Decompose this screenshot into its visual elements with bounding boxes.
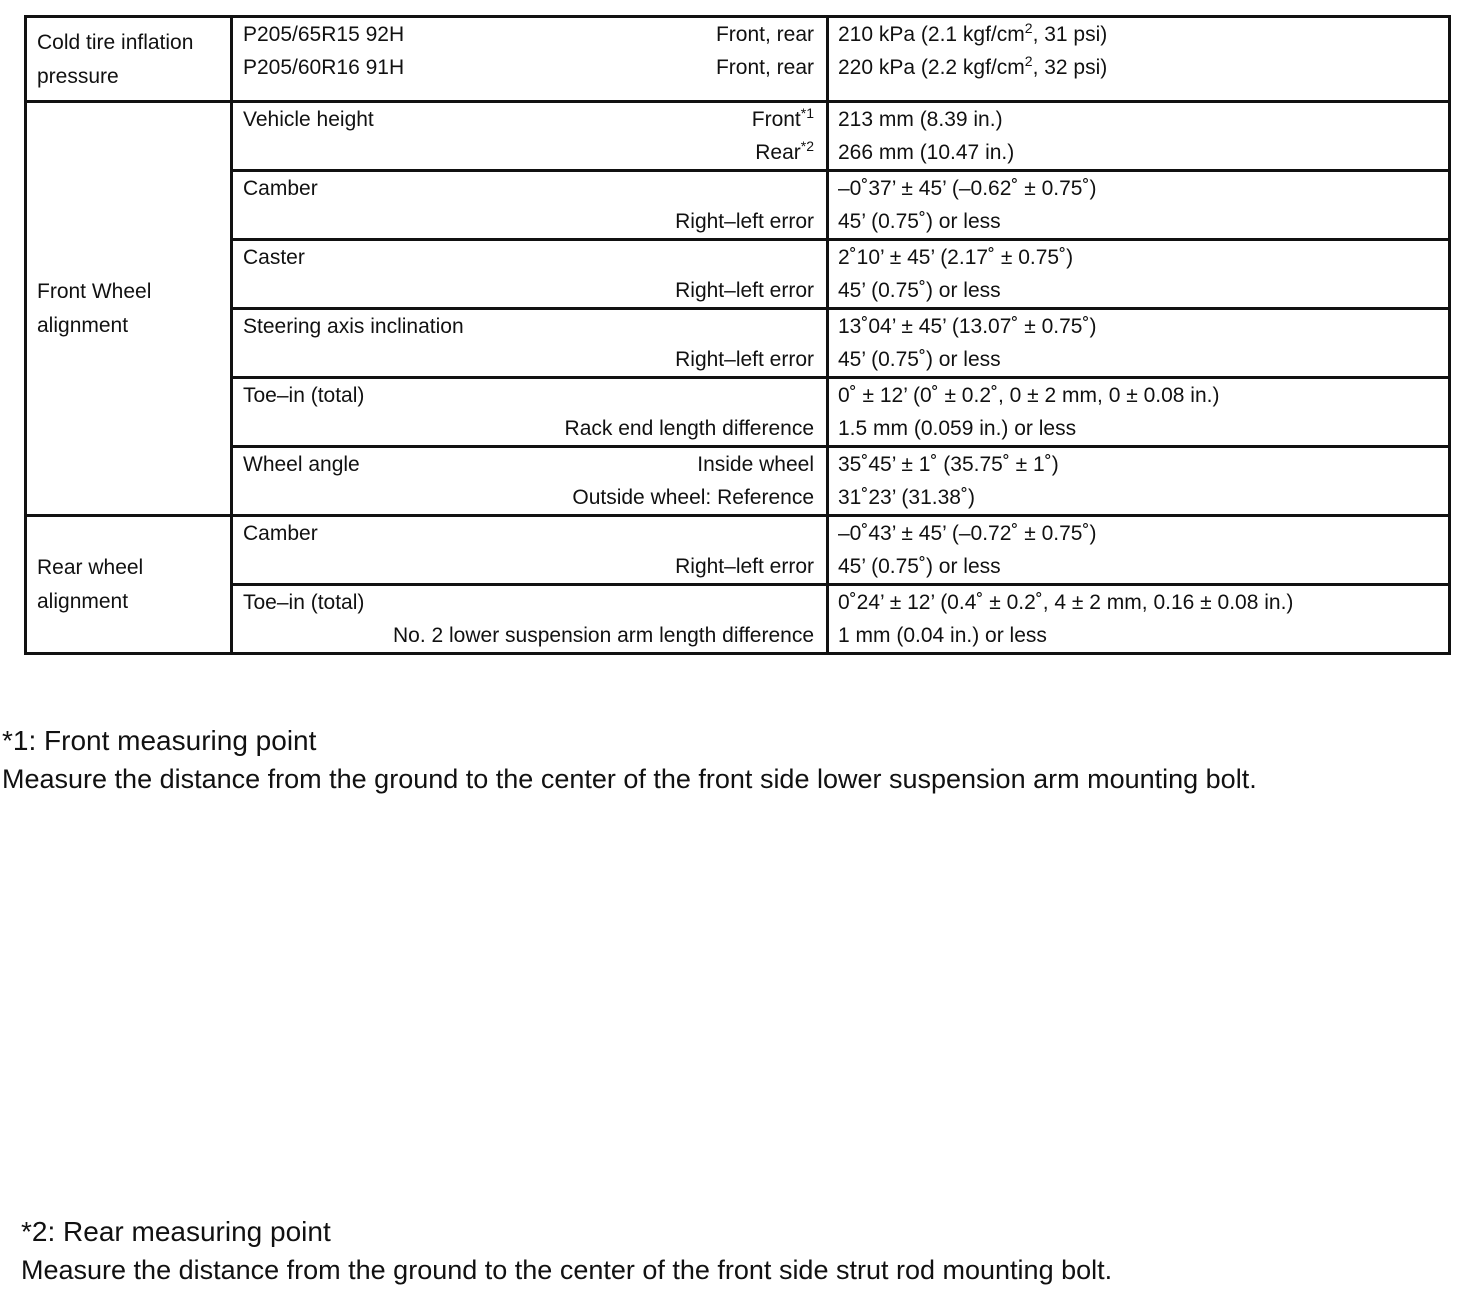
front-toe-in-label: Toe–in (total) (243, 384, 365, 407)
note2-title: *2: Rear measuring point (21, 1216, 331, 1247)
front-camber-error-label: Right–left error (675, 210, 814, 233)
tire-size-2: P205/60R16 91H (243, 56, 405, 79)
rear-toe-in-label: Toe–in (total) (243, 591, 365, 614)
vehicle-height-front-label: Front$^{*1}$ (751, 105, 814, 131)
caster-label: Caster (243, 246, 305, 269)
table-row (26, 585, 1450, 654)
outside-wheel-value: 31˚23’ (31.38˚) (838, 486, 975, 509)
table-row (26, 378, 1450, 447)
front-toe-in-value: 0˚ ± 12’ (0˚ ± 0.2˚, 0 ± 2 mm, 0 ± 0.08 in.) (838, 384, 1220, 407)
rear-camber-value: –0˚43’ ± 45’ (–0.72˚ ± 0.75˚) (838, 522, 1097, 545)
front-camber-label: Camber (243, 177, 318, 200)
rear-camber-error-label: Right–left error (675, 555, 814, 578)
tire-position-2: Front, rear (715, 56, 814, 79)
tire-position-1: Front, rear (715, 23, 814, 46)
specification-table (24, 15, 1451, 655)
table-row (26, 171, 1450, 240)
tire-size-1: P205/65R15 92H (243, 23, 405, 46)
tire-pressure-value-2: 220 kPa (2.2 kgf/$cm^2$, 32 psi) (838, 53, 1108, 79)
vehicle-height-front-value: 213 mm (8.39 in.) (838, 108, 1003, 131)
outside-wheel-label: Outside wheel: Reference (572, 486, 814, 509)
tire-pressure-value-1: 210 kPa (2.1 kgf/$cm^2$, 31 psi) (838, 20, 1108, 46)
inside-wheel-value: 35˚45’ ± 1˚ (35.75˚ ± 1˚) (838, 453, 1059, 476)
inside-wheel-label: Inside wheel (697, 453, 814, 476)
rack-end-difference-label: Rack end length difference (564, 417, 814, 440)
front-alignment-label: Front Wheel alignment (26, 102, 232, 516)
table-row (26, 102, 1450, 171)
arm-length-difference-value: 1 mm (0.04 in.) or less (838, 624, 1047, 647)
front-camber-error-value: 45’ (0.75˚) or less (838, 210, 1001, 233)
front-camber-value: –0˚37’ ± 45’ (–0.62˚ ± 0.75˚) (838, 177, 1097, 200)
table-row (26, 516, 1450, 585)
wheel-angle-label: Wheel angle (243, 453, 360, 476)
arm-length-difference-label: No. 2 lower suspension arm length difference (392, 624, 814, 647)
table-row (26, 240, 1450, 309)
caster-value: 2˚10’ ± 45’ (2.17˚ ± 0.75˚) (838, 246, 1074, 269)
vehicle-height-rear-label: Rear$^{*2}$ (755, 138, 814, 164)
rack-end-difference-value: 1.5 mm (0.059 in.) or less (838, 417, 1077, 440)
table-row (26, 309, 1450, 378)
note1-body: Measure the distance from the ground to the center of the front side lower suspension arm mounting bolt. (2, 764, 1257, 794)
rear-camber-error-value: 45’ (0.75˚) or less (838, 555, 1001, 578)
rear-alignment-label: Rear wheel alignment (26, 516, 232, 654)
tire-pressure-label: Cold tire inflation pressure (26, 17, 232, 102)
steering-axis-value: 13˚04’ ± 45’ (13.07˚ ± 0.75˚) (838, 315, 1097, 338)
table-row (26, 447, 1450, 516)
steering-axis-error-value: 45’ (0.75˚) or less (838, 348, 1001, 371)
steering-axis-label: Steering axis inclination (243, 315, 464, 338)
caster-error-value: 45’ (0.75˚) or less (838, 279, 1001, 302)
table-row (26, 17, 1450, 102)
note1-title: *1: Front measuring point (2, 725, 317, 756)
vehicle-height-label: Vehicle height (243, 108, 374, 131)
rear-toe-in-value: 0˚24’ ± 12’ (0.4˚ ± 0.2˚, 4 ± 2 mm, 0.16 ± 0.08 in.) (838, 591, 1294, 614)
steering-axis-error-label: Right–left error (675, 348, 814, 371)
vehicle-height-rear-value: 266 mm (10.47 in.) (838, 141, 1015, 164)
rear-camber-label: Camber (243, 522, 318, 545)
caster-error-label: Right–left error (675, 279, 814, 302)
note2-body: Measure the distance from the ground to the center of the front side strut rod mounting bolt. (21, 1255, 1113, 1285)
